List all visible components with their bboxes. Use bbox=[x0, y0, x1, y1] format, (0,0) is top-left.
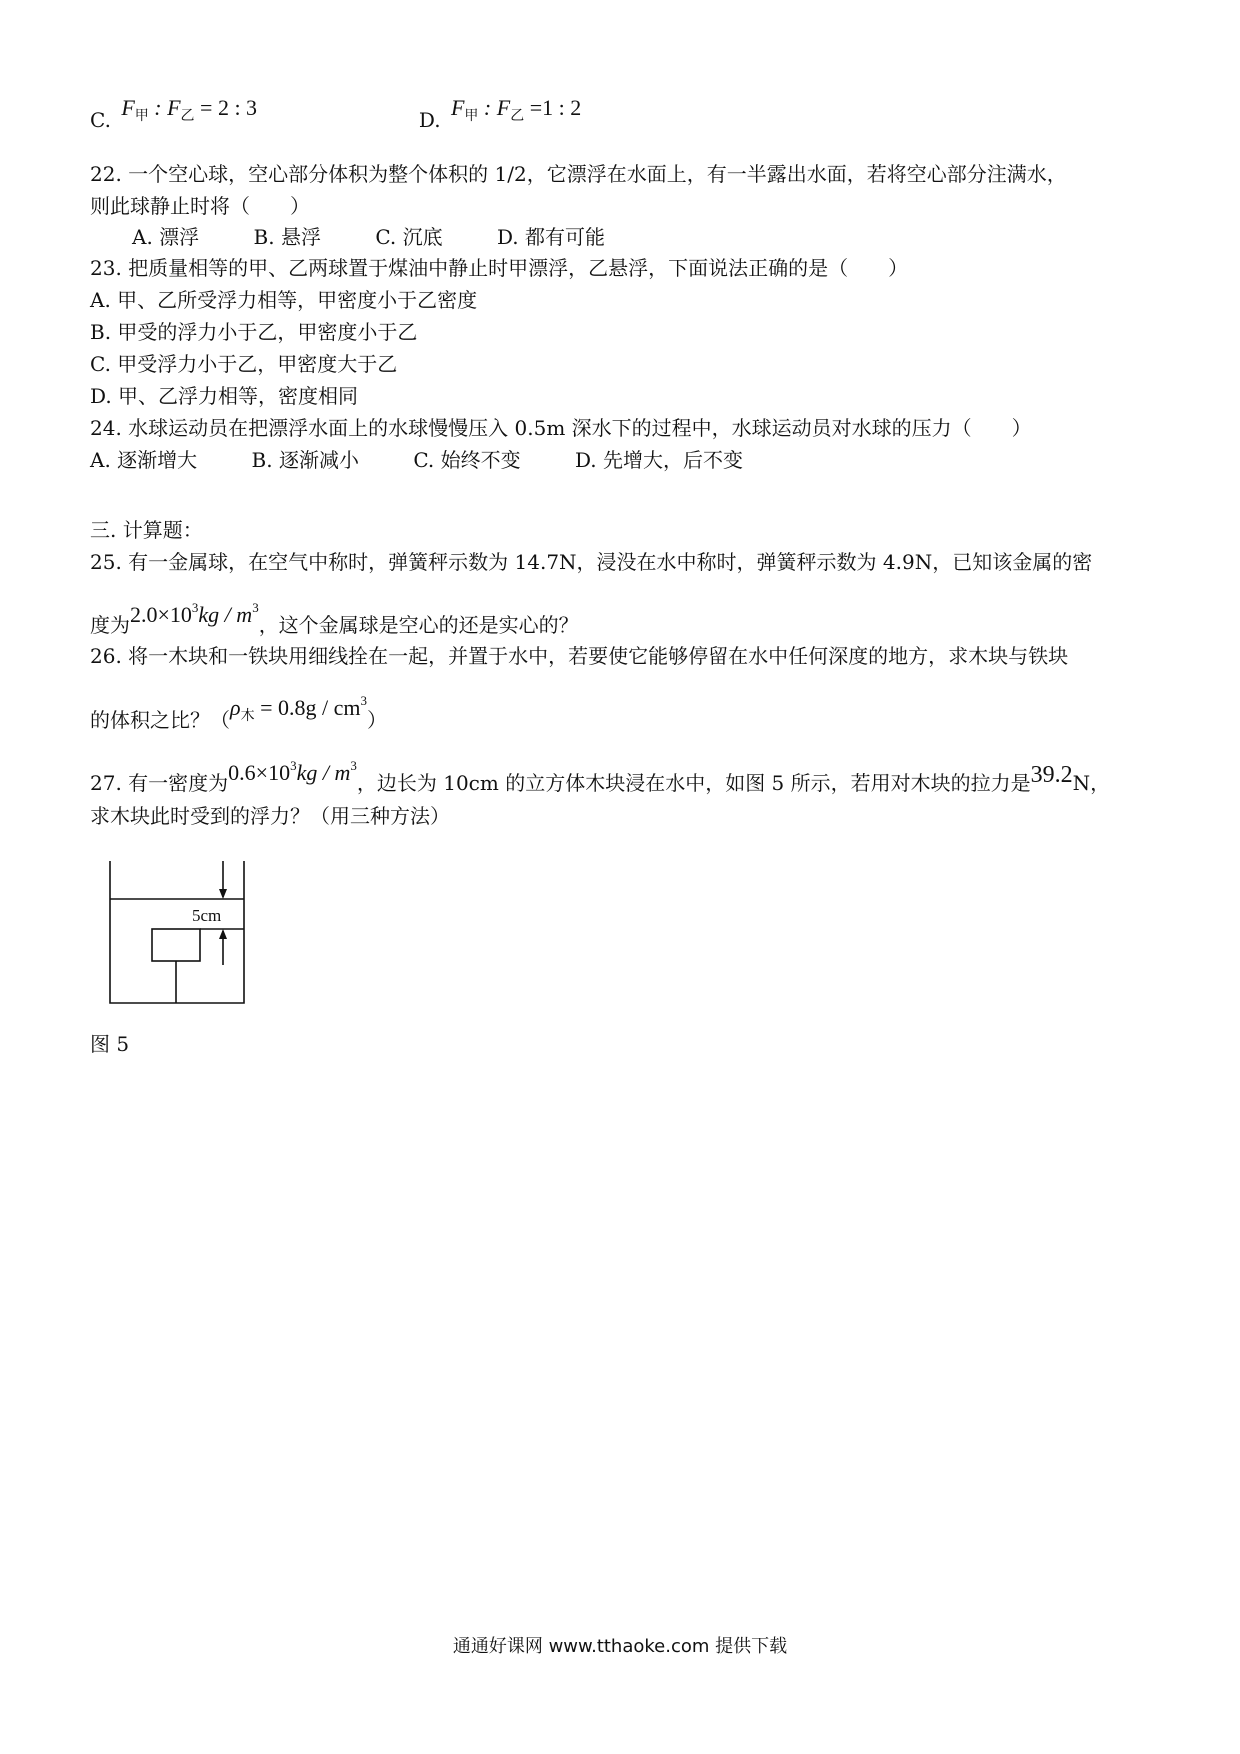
q22-option-c: C. 沉底 bbox=[375, 225, 443, 249]
q25-line2: 度为$2.0\times 10^3kg / m^3$，这个金属球是空心的还是实心的？ bbox=[90, 600, 579, 637]
q22-line2: 则此球静止时将（ ） bbox=[90, 194, 310, 218]
q22-options bbox=[132, 223, 605, 251]
q27-line1: 27. 有一密度为$0.6\times 10^3kg / m^3$，边长为 10cm 的立方体木块浸在水中，如图 5 所示，若用对木块的拉力是39.2N， bbox=[90, 758, 1111, 795]
q21-options bbox=[90, 95, 582, 143]
depth-label: 5cm bbox=[192, 906, 222, 925]
figure-caption: 图 5 bbox=[90, 1032, 130, 1056]
q23-stem: 23. 把质量相等的甲、乙两球置于煤油中静止时甲漂浮，乙悬浮，下面说法正确的是（ ） bbox=[90, 256, 909, 280]
q24-stem: 24. 水球运动员在把漂浮水面上的水球慢慢压入 0.5m 深水下的过程中，水球运动员对水球的压力（ ） bbox=[90, 416, 1032, 440]
q22-option-a: A. 漂浮 bbox=[132, 225, 200, 249]
q24-option-a: A. 逐渐增大 bbox=[90, 448, 198, 472]
q25-line1: 25. 有一金属球，在空气中称时，弹簧秤示数为 14.7N，浸没在水中称时，弹簧秤示数为 4.9N，已知该金属的密 bbox=[90, 550, 1093, 574]
arrow-head-down bbox=[219, 889, 227, 899]
q26-line2: 的体积之比？$(\rho_木 = 0.8g / cm^3)$ bbox=[90, 693, 387, 732]
wooden-block bbox=[152, 929, 200, 961]
figure-5-diagram bbox=[100, 855, 260, 1015]
q21-option-c: C. $F_甲$ : $F_乙 = 2$ : 3 bbox=[90, 95, 258, 132]
q23-option-c: C. 甲受浮力小于乙，甲密度大于乙 bbox=[90, 352, 398, 376]
q23-option-d: D. 甲、乙浮力相等，密度相同 bbox=[90, 384, 359, 408]
q23-option-a: A. 甲、乙所受浮力相等，甲密度小于乙密度 bbox=[90, 288, 478, 312]
q21-option-d: D. $F_甲$ : $F_乙 =1$ : 2 bbox=[418, 95, 582, 132]
q23-option-b: B. 甲受的浮力小于乙，甲密度小于乙 bbox=[90, 320, 418, 344]
section-heading: 三. 计算题： bbox=[90, 518, 203, 542]
q24-options bbox=[90, 446, 743, 474]
q22-option-b: B. 悬浮 bbox=[253, 225, 321, 249]
q22-option-d: D. 都有可能 bbox=[496, 225, 606, 249]
arrow-head-up bbox=[219, 929, 227, 939]
page-footer: 通通好课网 www.tthaoke.com 提供下载 bbox=[452, 1636, 788, 1657]
q27-line2: 求木块此时受到的浮力？（用三种方法） bbox=[90, 804, 450, 828]
q24-option-b: B. 逐渐减小 bbox=[251, 448, 359, 472]
q26-line1: 26. 将一木块和一铁块用细线拴在一起，并置于水中，若要使它能够停留在水中任何深度的地方，求木块与铁块 bbox=[90, 644, 1069, 668]
q22-line1: 22. 一个空心球，空心部分体积为整个体积的 1/2，它漂浮在水面上，有一半露出水面，若将空心部分注满水， bbox=[90, 162, 1067, 186]
q24-option-d: D. 先增大，后不变 bbox=[574, 448, 744, 472]
q24-option-c: C. 始终不变 bbox=[413, 448, 521, 472]
